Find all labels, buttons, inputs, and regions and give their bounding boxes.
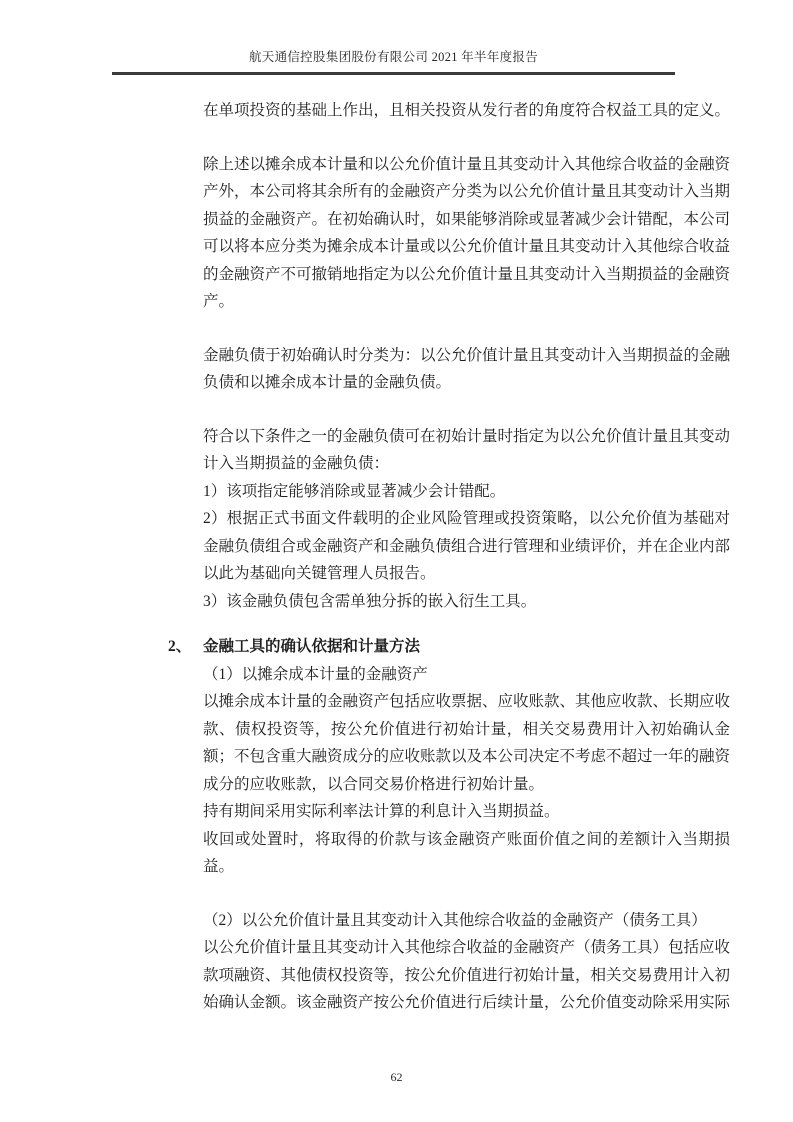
- subsection-2-paragraph-1: 以公允价值计量且其变动计入其他综合收益的金融资产（债务工具）包括应收款项融资、其他债权投资等，按公允价值进行初始计量，相关交易费用计入初始确认金额。该金融资产按公允价值进行后续计量，公允价值变动除采用实际: [203, 939, 731, 1011]
- page-header: [112, 49, 675, 75]
- paragraph-intro: 在单项投资的基础上作出，且相关投资从发行者的角度符合权益工具的定义。: [203, 102, 731, 119]
- paragraph-designation-conditions-intro: 符合以下条件之一的金融负债可在初始计量时指定为以公允价值计量且其变动计入当期损益的金融负债：: [203, 427, 731, 472]
- condition-item-2: 2）根据正式书面文件载明的企业风险管理或投资策略，以公允价值为基础对金融负债组合或金融资产和金融负债组合进行管理和业绩评价，并在企业内部以此为基础向关键管理人员报告。: [203, 510, 731, 582]
- paragraph-fvtpl-classification: 除上述以摊余成本计量和以公允价值计量且其变动计入其他综合收益的金融资产外，本公司将其余所有的金融资产分类为以公允价值计量且其变动计入当期损益的金融资产。在初始确认时，如果能够消除或显著减少会计错配，本公司可以将本应分类为摊余成本计量或以公允价值计量且其变动计入其他综合收益的金融资产不可撤销地指定为以公允价值计量且其变动计入当期损益的金融资产。: [203, 155, 731, 310]
- subsection-1-paragraph-2: 持有期间采用实际利率法计算的利息计入当期损益。: [203, 803, 560, 820]
- condition-item-1: 1）该项指定能够消除或显著减少会计错配。: [203, 482, 506, 500]
- page-number: 62: [390, 1070, 403, 1084]
- page-footer: [0, 1068, 793, 1086]
- section-number: 2、: [168, 638, 192, 655]
- subsection-1-title: （1）以摊余成本计量的金融资产: [203, 665, 428, 683]
- report-title: 航天通信控股集团股份有限公司 2021 年半年度报告: [248, 50, 539, 64]
- subsection-2-title: （2）以公允价值计量且其变动计入其他综合收益的金融资产（债务工具）: [203, 911, 707, 929]
- page-content: [168, 97, 731, 1017]
- section-heading: [168, 633, 730, 661]
- section-title: 金融工具的确认依据和计量方法: [203, 638, 421, 655]
- paragraph-liability-classification: 金融负债于初始确认时分类为：以公允价值计量且其变动计入当期损益的金融负债和以摊余成本计量的金融负债。: [203, 346, 731, 391]
- condition-item-3: 3）该金融负债包含需单独分拆的嵌入衍生工具。: [203, 592, 537, 610]
- header-rule: [112, 72, 675, 75]
- subsection-1-paragraph-1: 以摊余成本计量的金融资产包括应收票据、应收账款、其他应收款、长期应收款、债权投资等，按公允价值进行初始计量，相关交易费用计入初始确认金额；不包含重大融资成分的应收账款以及本公司决定不考虑不超过一年的融资成分的应收账款，以合同交易价格进行初始计量。: [203, 693, 731, 793]
- subsection-1-paragraph-3: 收回或处置时，将取得的价款与该金融资产账面价值之间的差额计入当期损益。: [203, 830, 730, 875]
